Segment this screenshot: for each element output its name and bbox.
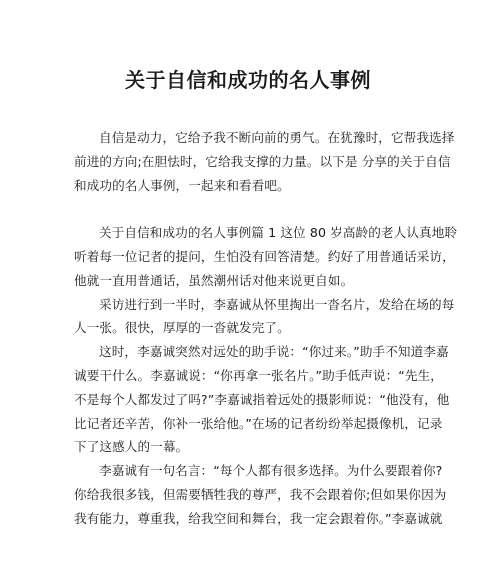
paragraph-spacer (74, 197, 424, 221)
paragraph-line: 和成功的名人事例，一起来和看看吧。 (74, 177, 290, 193)
article-body (74, 126, 458, 531)
paragraph-line: 听着每一位记者的提问，生怕没有回答清楚。约好了用普通话采访， (74, 248, 455, 264)
paragraph-line: 诚要干什么。李嘉诚说：“你再拿一张名片。”助手低声说：“先生， (74, 367, 443, 383)
page-title: 关于自信和成功的名人事例 (125, 68, 371, 92)
paragraph-line: 关于自信和成功的名人事例篇 1 这位 80 岁高龄的老人认真地聆 (99, 225, 458, 241)
paragraph-line: 不是每个人都发过了吗?”李嘉诚指着远处的摄影师说：“他没有，他 (74, 391, 450, 407)
paragraph-line: 李嘉诚有一句名言：“每个人都有很多选择。为什么要跟着你? (99, 463, 443, 479)
paragraph-line: 我有能力，尊重我，给我空间和舞台，我一定会跟着你。”李嘉诚就 (74, 510, 443, 526)
paragraph-line: 比记者还辛苦，你补一张给他。”在场的记者纷纷举起摄像机，记录 (74, 415, 443, 431)
paragraph-business-cards (74, 293, 455, 341)
paragraph-example-1 (74, 221, 458, 292)
paragraph-line: 自信是动力，它给予我不断向前的勇气。在犹豫时，它帮我选择 (99, 130, 455, 145)
paragraph-line: 下了这感人的一幕。 (74, 439, 189, 455)
paragraph-assistant (74, 340, 450, 459)
paragraph-line: 人一张。很快，厚厚的一沓就发完了。 (74, 320, 290, 336)
paragraph-line: 你给我很多钱，但需要牺牲我的尊严，我不会跟着你;但如果你因为 (74, 486, 447, 502)
paragraph-intro (74, 126, 455, 197)
paragraph-quote (74, 459, 447, 530)
paragraph-line: 这时，李嘉诚突然对远处的助手说：“你过来。”助手不知道李嘉 (99, 344, 449, 360)
paragraph-line: 采访进行到一半时，李嘉诚从怀里掏出一沓名片，发给在场的每 (99, 296, 455, 312)
paragraph-line: 他就一直用普通话，虽然潮州话对他来说更自如。 (74, 272, 354, 288)
paragraph-line: 前进的方向;在胆怯时，它给我支撑的力量。以下是 分享的关于自信 (74, 153, 451, 169)
